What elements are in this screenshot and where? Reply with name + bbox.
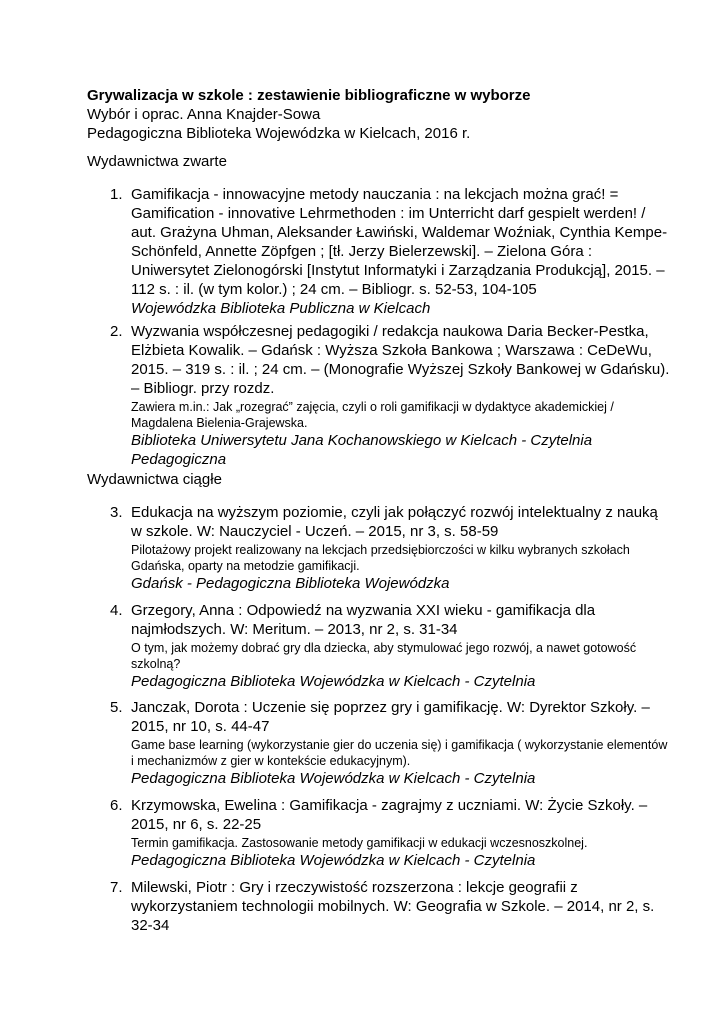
- entry-text: Janczak, Dorota : Uczenie się poprzez gry i gamifikację. W: Dyrektor Szkoły. – 2015, nr 10, s. 44-47: [131, 699, 650, 735]
- entry-number: 3.: [110, 504, 123, 521]
- entry-note: Pilotażowy projekt realizowany na lekcjach przedsiębiorczości w kilku wybranych szkołach Gdańska, oparty na metodzie gamifikacji.: [131, 543, 630, 573]
- entry-number: 2.: [110, 323, 123, 340]
- entry-number: 5.: [110, 699, 123, 716]
- bibliography-entry: [110, 698, 670, 788]
- entry-location: Pedagogiczna Biblioteka Wojewódzka w Kielcach - Czytelnia: [131, 852, 536, 869]
- section-heading-closed: Wydawnictwa zwarte: [87, 153, 227, 170]
- entry-number: 4.: [110, 602, 123, 619]
- entry-text: Wyzwania współczesnej pedagogiki / redakcja naukowa Daria Becker-Pestka, Elżbieta Kowalik. – Gdańsk : Wyższa Szkoła Bankowa ; Warszawa : CeDeWu, 2015. – 319 s. : il. ; 24 cm. – (Monografie Wyższej Szkoły Bankowej w Gdańsku). – Bibliogr. przy rozdz.: [131, 323, 670, 397]
- bibliography-entry: [110, 796, 670, 870]
- bibliography-entry: [110, 322, 670, 469]
- entry-location: Pedagogiczna Biblioteka Wojewódzka w Kielcach - Czytelnia: [131, 673, 536, 690]
- bibliography-entry: [110, 185, 670, 318]
- entry-location: Biblioteka Uniwersytetu Jana Kochanowskiego w Kielcach - Czytelnia Pedagogiczna: [131, 432, 593, 468]
- entry-text: Milewski, Piotr : Gry i rzeczywistość rozszerzona : lekcje geografii z wykorzystaniem technologii mobilnych. W: Geografia w Szkole. – 2014, nr 2, s. 32-34: [131, 879, 655, 934]
- entry-text: Krzymowska, Ewelina : Gamifikacja - zagrajmy z uczniami. W: Życie Szkoły. – 2015, nr 6, s. 22-25: [131, 797, 648, 833]
- entry-location: Pedagogiczna Biblioteka Wojewódzka w Kielcach - Czytelnia: [131, 770, 536, 787]
- compiler-line: Wybór i oprac. Anna Knajder-Sowa: [87, 106, 321, 123]
- document-title: Grywalizacja w szkole : zestawienie bibliograficzne w wyborze: [87, 87, 531, 104]
- entry-note: O tym, jak możemy dobrać gry dla dziecka, aby stymulować jego rozwój, a nawet gotowość szkolną?: [131, 641, 637, 671]
- entry-note: Zawiera m.in.: Jak „rozegrać” zajęcia, czyli o roli gamifikacji w dydaktyce akademickiej / Magdalena Bielenia-Grajewska.: [131, 400, 614, 430]
- entry-location: Gdańsk - Pedagogiczna Biblioteka Wojewódzka: [131, 575, 450, 592]
- bibliography-entry: [110, 503, 670, 593]
- entry-text: Grzegory, Anna : Odpowiedź na wyzwania XXI wieku - gamifikacja dla najmłodszych. W: Meritum. – 2013, nr 2, s. 31-34: [131, 602, 596, 638]
- entry-text: Gamifikacja - innowacyjne metody nauczania : na lekcjach można grać! = Gamification - innovative Lehrmethoden : im Unterricht darf gespielt werden! / aut. Grażyna Uhman, Aleksander Ławiński, Waldemar Woźniak, Cynthia Kempe-Schönfeld, Annette Zöpfgen ; [tł. Jerzy Bielerzewski]. – Zielona Góra : Uniwersytet Zielonogórski [Instytut Informatyki i Zarządzania Produkcją], 2015. – 112 s. : il. (w tym kolor.) ; 24 cm. – Bibliogr. s. 52-53, 104-105: [131, 186, 668, 298]
- bibliography-entry: [110, 878, 670, 935]
- entry-number: 6.: [110, 797, 123, 814]
- entry-note: Termin gamifikacja. Zastosowanie metody gamifikacji w edukacji wczesnoszkolnej.: [131, 836, 588, 850]
- entry-number: 1.: [110, 186, 123, 203]
- document-header: [87, 86, 687, 143]
- entry-location: Wojewódzka Biblioteka Publiczna w Kielcach: [131, 300, 431, 317]
- publisher-line: Pedagogiczna Biblioteka Wojewódzka w Kielcach, 2016 r.: [87, 125, 471, 142]
- bibliography-entry: [110, 601, 670, 691]
- entry-note: Game base learning (wykorzystanie gier do uczenia się) i gamifikacja ( wykorzystanie elementów i mechanizmów z gier w kontekście edukacyjnym).: [131, 738, 668, 768]
- section-heading-serial: Wydawnictwa ciągłe: [87, 471, 222, 488]
- entry-number: 7.: [110, 879, 123, 896]
- entry-text: Edukacja na wyższym poziomie, czyli jak połączyć rozwój intelektualny z nauką w szkole. W: Nauczyciel - Uczeń. – 2015, nr 3, s. 58-59: [131, 504, 658, 540]
